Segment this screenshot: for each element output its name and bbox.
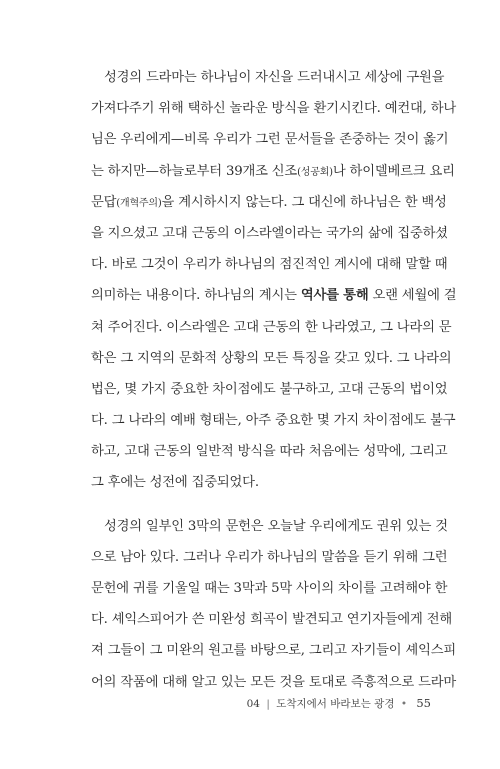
text-line: 문헌에 귀를 기울일 때는 3막과 5막 사이의 차이를 고려해야 한 xyxy=(91,581,448,596)
page-number: 55 xyxy=(416,696,431,710)
text-segment: 을 계시하시지 않는다. 그 대신에 하나님은 한 백성 xyxy=(161,194,447,210)
footer-separator: | xyxy=(266,698,270,710)
text-line: 을 지으셨고 고대 근동의 이스라엘이라는 국가의 삶에 집중하셨 xyxy=(91,225,448,241)
text-line: 다. 바로 그것이 우리가 하나님의 점진적인 계시에 대해 말할 때 xyxy=(91,257,448,273)
text-line: 다. 셰익스피어가 쓴 미완성 희곡이 발견되고 연기자들에게 전해 xyxy=(91,612,452,628)
text-line xyxy=(91,280,457,311)
annotation: (개혁주의) xyxy=(116,197,162,209)
text-line: 어의 작품에 대해 알고 있는 모든 것을 토대로 즉흥적으로 드라마 xyxy=(91,674,457,690)
annotation: (성공회) xyxy=(297,166,333,178)
paragraph-gap xyxy=(91,499,431,511)
text-line: 법은, 몇 가지 중요한 차이점에도 불구하고, 고대 근동의 법이었 xyxy=(91,381,448,397)
text-line: 으로 남아 있다. 그러나 우리가 하나님의 말씀을 듣기 위해 그런 xyxy=(91,549,448,565)
text-segment: 문답 xyxy=(91,194,117,210)
text-line: 님은 우리에게—비록 우리가 그런 문서들을 존중하는 것이 옳기 xyxy=(91,132,449,148)
footer-dot: • xyxy=(400,698,408,710)
text-segment: 나 하이델베르크 요리 xyxy=(332,163,455,179)
text-line: 성경의 드라마는 하나님이 자신을 드러내시고 세상에 구원을 xyxy=(104,70,445,85)
text-line xyxy=(91,187,447,218)
paragraph-1 xyxy=(91,62,457,499)
text-line: 져 그들이 그 미완의 원고를 바탕으로, 그리고 자기들이 셰익스피 xyxy=(91,643,457,659)
text-line: 가져다주기 위해 택하신 놀라운 방식을 환기시킨다. 예컨대, 하나 xyxy=(91,101,457,117)
text-line: 학은 그 지역의 문화적 상황의 모든 특징을 갖고 있다. 그 나라의 xyxy=(91,350,452,366)
text-segment: 오랜 세월에 걸 xyxy=(368,288,457,304)
text-line xyxy=(91,156,455,187)
text-segment: 의미하는 내용이다. 하나님의 계시는 xyxy=(91,288,301,304)
emphasis: 역사를 통해 xyxy=(300,288,369,304)
chapter-title: 도착지에서 바라보는 광경 xyxy=(276,698,395,710)
text-line: 하고, 고대 근동의 일반적 방식을 따라 처음에는 성막에, 그리고 xyxy=(91,444,448,460)
text-line: 다. 그 나라의 예배 형태는, 아주 중요한 몇 가지 차이점에도 불구 xyxy=(91,413,456,429)
text-segment: 는 하지만—하늘로부터 39개조 신조 xyxy=(91,163,298,179)
page-footer xyxy=(247,696,431,711)
text-line: 쳐 주어진다. 이스라엘은 고대 근동의 한 나라였고, 그 나라의 문 xyxy=(91,319,452,335)
body-text xyxy=(91,62,457,698)
text-line: 성경의 일부인 3막의 문헌은 오늘날 우리에게도 권위 있는 것 xyxy=(104,518,448,534)
chapter-number: 04 xyxy=(246,698,260,710)
paragraph-2 xyxy=(91,511,457,698)
text-line: 그 후에는 성전에 집중되었다. xyxy=(91,475,259,491)
